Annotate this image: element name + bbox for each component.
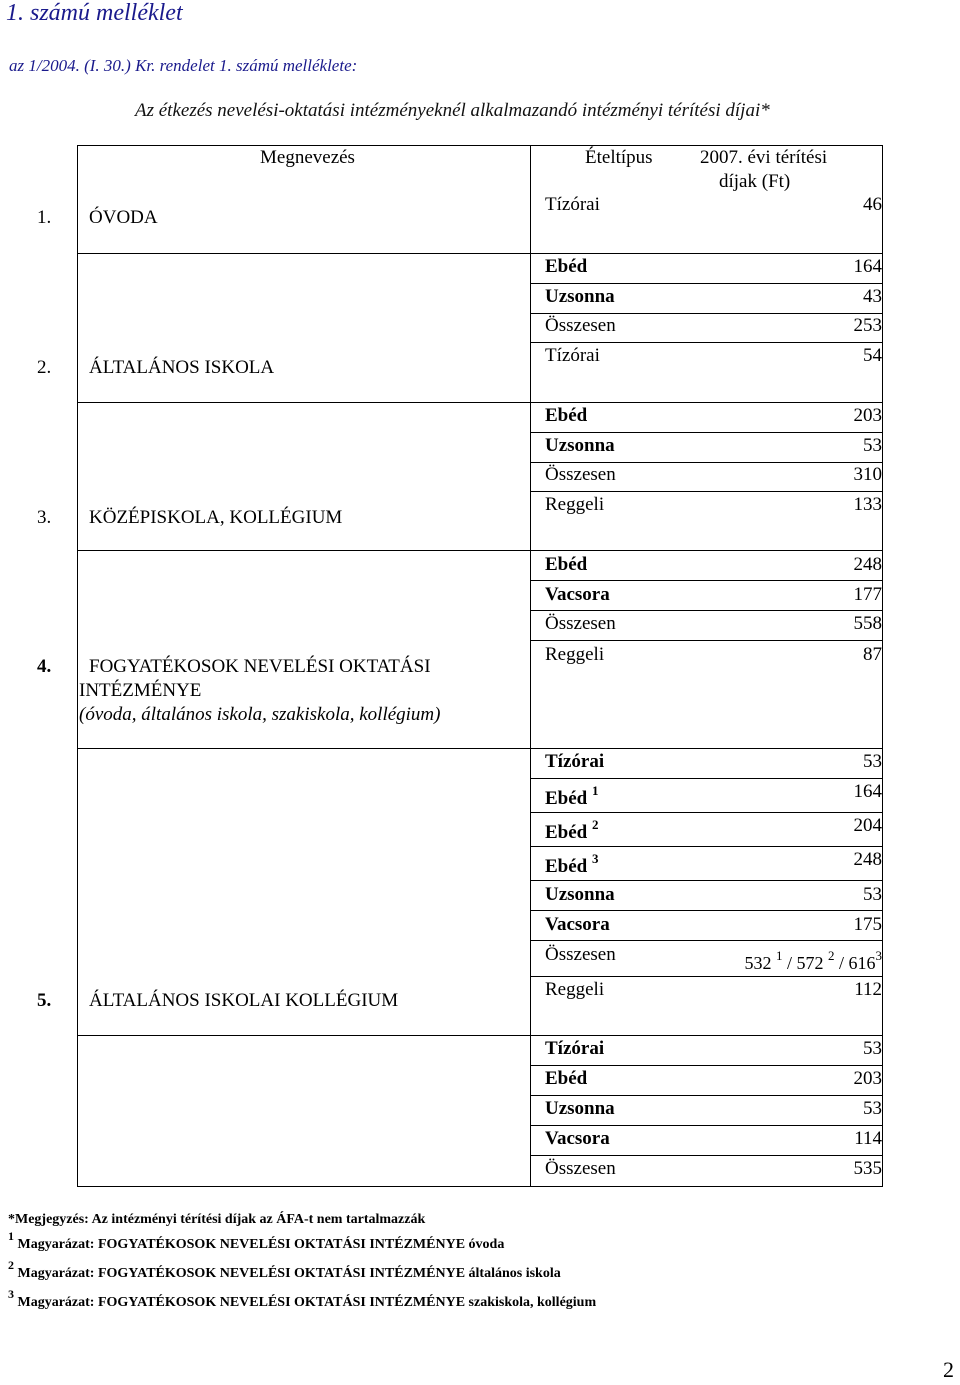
meal-type: Reggeli: [545, 494, 605, 515]
meal-type: Vacsora: [545, 1128, 610, 1149]
meal-type: Összesen: [545, 315, 616, 336]
meal-type: Tízórai: [545, 345, 600, 366]
row-divider: [530, 580, 883, 581]
row-divider: [530, 1095, 883, 1096]
footnote-ref: 1: [775, 948, 783, 963]
footnote-main: *Megjegyzés: Az intézményi térítési díjak az ÁFA-t nem tartalmazzák: [8, 1212, 426, 1227]
fee-part: 616: [848, 953, 876, 973]
meal-type: Vacsora: [545, 914, 610, 935]
fee-value-combined: [744, 948, 882, 974]
meal-type: [545, 851, 599, 878]
header-fee: díjak (Ft): [719, 171, 791, 192]
fee-value: 204: [853, 815, 882, 836]
section-number: 5.: [37, 990, 52, 1011]
footnote-text: Magyarázat: FOGYATÉKOSOK NEVELÉSI OKTATÁSI INTÉZMÉNYE óvoda: [17, 1237, 505, 1252]
fee-value: 164: [853, 781, 882, 802]
fee-value: 53: [863, 884, 882, 905]
row-divider: [530, 1065, 883, 1066]
section-divider: [77, 402, 883, 403]
footnote-ref: 2: [592, 817, 599, 832]
meal-type: Uzsonna: [545, 435, 615, 456]
fee-part: 532: [744, 953, 772, 973]
meal-type: Ebéd: [545, 256, 588, 277]
footnote-ref: 2: [827, 948, 835, 963]
section-divider: [77, 748, 883, 749]
row-divider: [530, 1155, 883, 1156]
section-description: (óvoda, általános iskola, szakiskola, kollégium): [79, 704, 441, 725]
meal-type-label: Ebéd: [545, 856, 588, 877]
row-divider: [530, 880, 883, 881]
section-name: ÓVODA: [89, 207, 158, 228]
meal-type: Összesen: [545, 1158, 616, 1179]
fee-value: 535: [853, 1158, 882, 1179]
fee-value: 253: [853, 315, 882, 336]
meal-type-label: Ebéd: [545, 788, 588, 809]
section-name: ÁLTALÁNOS ISKOLAI KOLLÉGIUM: [89, 990, 399, 1011]
fee-value: 175: [853, 914, 882, 935]
fee-separator: /: [786, 953, 792, 973]
fee-value: 310: [853, 464, 882, 485]
fee-value: 203: [853, 1068, 882, 1089]
row-divider: [530, 491, 883, 492]
fee-value: 87: [863, 644, 882, 665]
footnote-marker: 1: [8, 1229, 14, 1243]
footnote-text: Magyarázat: FOGYATÉKOSOK NEVELÉSI OKTATÁSI INTÉZMÉNYE szakiskola, kollégium: [17, 1295, 597, 1310]
table-border-left: [77, 145, 78, 1187]
meal-type: Tízórai: [545, 1038, 605, 1059]
fee-value: 112: [854, 979, 882, 1000]
meal-type: Uzsonna: [545, 884, 615, 905]
row-divider: [530, 976, 883, 977]
fee-value: 558: [853, 613, 882, 634]
section-number: 1.: [37, 207, 52, 228]
meal-type: Tízórai: [545, 194, 600, 215]
footnote-marker: 2: [8, 1258, 14, 1272]
row-divider: [530, 910, 883, 911]
fee-value: 203: [853, 405, 882, 426]
section-name: INTÉZMÉNYE: [79, 680, 202, 701]
meal-type: [545, 783, 599, 810]
row-divider: [530, 313, 883, 314]
row-divider: [530, 283, 883, 284]
meal-type: Ebéd: [545, 405, 588, 426]
header-meal-type: Ételtípus: [585, 147, 653, 168]
meal-type: Vacsora: [545, 584, 610, 605]
table-border-right: [882, 145, 883, 1187]
meal-type: Ebéd: [545, 1068, 588, 1089]
meal-type: Tízórai: [545, 751, 605, 772]
fee-value: 114: [854, 1128, 882, 1149]
footnote-ref: 1: [592, 783, 599, 798]
fee-value: 248: [853, 849, 882, 870]
fee-value: 53: [863, 435, 882, 456]
row-divider: [530, 610, 883, 611]
fee-value: 177: [853, 584, 882, 605]
page-number: 2: [943, 1357, 954, 1382]
meal-type: Uzsonna: [545, 1098, 615, 1119]
document-title: 1. számú melléklet: [6, 0, 183, 26]
footnote: [8, 1287, 597, 1311]
fee-value: 164: [853, 256, 882, 277]
meal-type: Összesen: [545, 944, 616, 965]
row-divider: [530, 640, 883, 641]
footnote-text: Magyarázat: FOGYATÉKOSOK NEVELÉSI OKTATÁSI INTÉZMÉNYE általános iskola: [17, 1266, 561, 1281]
section-number: 4.: [37, 656, 52, 677]
meal-type: Uzsonna: [545, 286, 615, 307]
section-name: KÖZÉPISKOLA, KOLLÉGIUM: [89, 507, 343, 528]
fee-value: 43: [863, 286, 882, 307]
section-number: 2.: [37, 357, 52, 378]
meal-type: Összesen: [545, 464, 616, 485]
fee-separator: /: [838, 953, 844, 973]
section-divider: [77, 1035, 883, 1036]
section-divider: [77, 550, 883, 551]
fee-value: 53: [863, 1098, 882, 1119]
fee-value: 54: [863, 345, 882, 366]
row-divider: [530, 432, 883, 433]
section-name: ÁLTALÁNOS ISKOLA: [89, 357, 275, 378]
row-divider: [530, 940, 883, 941]
fee-value: 133: [853, 494, 882, 515]
row-divider: [530, 1125, 883, 1126]
meal-type: Reggeli: [545, 644, 605, 665]
fee-value: 53: [863, 751, 882, 772]
footnote: [8, 1229, 505, 1253]
row-divider: [530, 778, 883, 779]
table-border-top: [77, 145, 883, 146]
section-divider: [77, 253, 883, 254]
row-divider: [530, 462, 883, 463]
row-divider: [530, 812, 883, 813]
section-number: 3.: [37, 507, 52, 528]
header-fee: 2007. évi térítési: [700, 147, 828, 168]
meal-type: Reggeli: [545, 979, 605, 1000]
fee-part: 572: [796, 953, 824, 973]
table-title: Az étkezés nevelési-oktatási intézményeknél alkalmazandó intézményi térítési díjai*: [135, 100, 770, 121]
document-subtitle: az 1/2004. (I. 30.) Kr. rendelet 1. számú melléklete:: [9, 56, 358, 75]
table-divider-type: [530, 145, 531, 1187]
header-name: Megnevezés: [260, 147, 355, 168]
row-divider: [530, 846, 883, 847]
meal-type: Összesen: [545, 613, 616, 634]
fee-value: 53: [863, 1038, 882, 1059]
fee-value: 248: [853, 554, 882, 575]
footnote-ref: 3: [875, 948, 882, 963]
row-divider: [530, 342, 883, 343]
meal-type-label: Ebéd: [545, 822, 588, 843]
meal-type: Ebéd: [545, 554, 588, 575]
fee-value: 46: [863, 194, 882, 215]
footnote-marker: 3: [8, 1287, 14, 1301]
section-name: FOGYATÉKOSOK NEVELÉSI OKTATÁSI: [89, 656, 431, 677]
table-border-bottom: [77, 1186, 883, 1187]
meal-type: [545, 817, 599, 844]
footnote-ref: 3: [592, 851, 599, 866]
footnote: [8, 1258, 561, 1282]
